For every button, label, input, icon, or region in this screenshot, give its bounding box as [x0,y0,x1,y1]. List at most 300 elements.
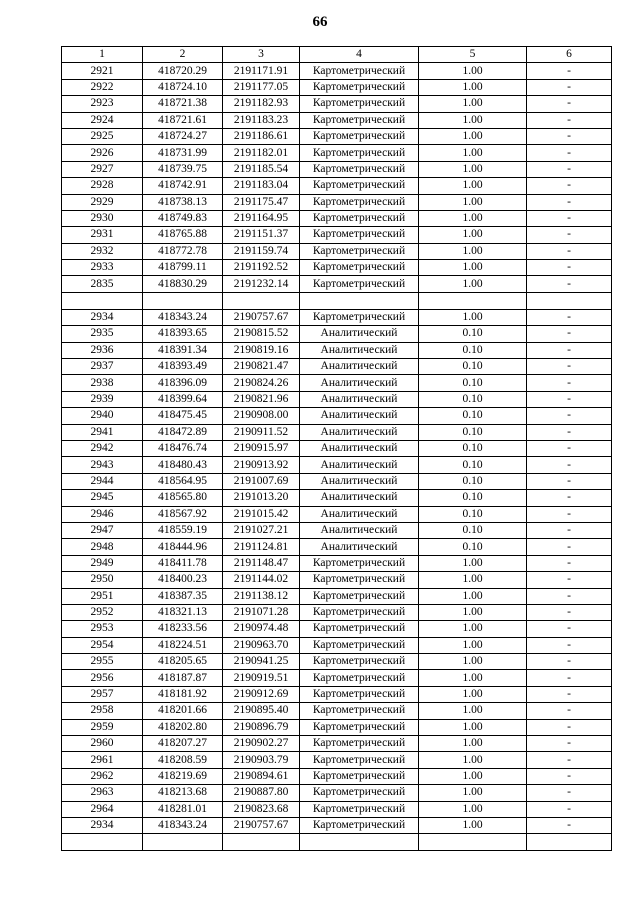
accuracy-cell: 1.00 [419,801,527,817]
column-header: 2 [143,47,223,63]
point-number-cell: 2955 [62,654,143,670]
x-coordinate-cell [143,292,223,309]
table-row [62,834,612,851]
note-cell: - [527,440,612,456]
x-coordinate-cell: 418281.01 [143,801,223,817]
x-coordinate-cell: 418472.89 [143,424,223,440]
table-row [62,719,612,735]
method-cell: Картометрический [300,96,419,112]
point-number-cell: 2926 [62,145,143,161]
accuracy-cell: 1.00 [419,572,527,588]
y-coordinate-cell: 2191159.74 [223,243,300,259]
accuracy-cell: 1.00 [419,161,527,177]
x-coordinate-cell: 418343.24 [143,817,223,833]
accuracy-cell: 1.00 [419,276,527,292]
method-cell: Аналитический [300,506,419,522]
note-cell: - [527,686,612,702]
table-row [62,637,612,653]
table-row [62,654,612,670]
note-cell: - [527,178,612,194]
accuracy-cell: 1.00 [419,621,527,637]
point-number-cell: 2945 [62,490,143,506]
point-number-cell: 2953 [62,621,143,637]
y-coordinate-cell: 2191148.47 [223,555,300,571]
note-cell: - [527,128,612,144]
y-coordinate-cell: 2190819.16 [223,342,300,358]
y-coordinate-cell: 2191015.42 [223,506,300,522]
x-coordinate-cell: 418799.11 [143,260,223,276]
method-cell: Картометрический [300,801,419,817]
y-coordinate-cell: 2191138.12 [223,588,300,604]
note-cell: - [527,801,612,817]
method-cell: Аналитический [300,375,419,391]
y-coordinate-cell: 2190895.40 [223,703,300,719]
point-number-cell: 2935 [62,326,143,342]
method-cell: Картометрический [300,621,419,637]
y-coordinate-cell: 2190821.96 [223,391,300,407]
table-row [62,178,612,194]
method-cell: Картометрический [300,752,419,768]
x-coordinate-cell: 418202.80 [143,719,223,735]
y-coordinate-cell: 2191175.47 [223,194,300,210]
y-coordinate-cell: 2191186.61 [223,128,300,144]
accuracy-cell: 1.00 [419,145,527,161]
method-cell: Картометрический [300,686,419,702]
point-number-cell: 2956 [62,670,143,686]
y-coordinate-cell: 2190908.00 [223,408,300,424]
y-coordinate-cell: 2190974.48 [223,621,300,637]
point-number-cell: 2950 [62,572,143,588]
point-number-cell: 2960 [62,736,143,752]
method-cell: Аналитический [300,391,419,407]
x-coordinate-cell: 418721.61 [143,112,223,128]
method-cell: Аналитический [300,342,419,358]
y-coordinate-cell: 2191124.81 [223,539,300,555]
table-row [62,817,612,833]
y-coordinate-cell [223,834,300,851]
y-coordinate-cell: 2191144.02 [223,572,300,588]
accuracy-cell: 0.10 [419,424,527,440]
accuracy-cell: 1.00 [419,243,527,259]
coordinates-table [61,46,612,851]
accuracy-cell: 0.10 [419,457,527,473]
x-coordinate-cell: 418765.88 [143,227,223,243]
point-number-cell: 2961 [62,752,143,768]
point-number-cell: 2949 [62,555,143,571]
point-number-cell: 2958 [62,703,143,719]
accuracy-cell: 1.00 [419,752,527,768]
x-coordinate-cell: 418480.43 [143,457,223,473]
note-cell: - [527,145,612,161]
point-number-cell: 2932 [62,243,143,259]
note-cell: - [527,473,612,489]
method-cell: Картометрический [300,210,419,226]
x-coordinate-cell: 418444.96 [143,539,223,555]
y-coordinate-cell: 2191182.01 [223,145,300,161]
note-cell: - [527,522,612,538]
method-cell: Картометрический [300,785,419,801]
y-coordinate-cell: 2190757.67 [223,309,300,325]
y-coordinate-cell: 2190912.69 [223,686,300,702]
y-coordinate-cell: 2191151.37 [223,227,300,243]
y-coordinate-cell: 2190894.61 [223,768,300,784]
table-row [62,440,612,456]
x-coordinate-cell: 418476.74 [143,440,223,456]
column-header: 4 [300,47,419,63]
x-coordinate-cell: 418724.27 [143,128,223,144]
point-number-cell: 2931 [62,227,143,243]
accuracy-cell [419,834,527,851]
y-coordinate-cell: 2191027.21 [223,522,300,538]
x-coordinate-cell: 418219.69 [143,768,223,784]
method-cell: Картометрический [300,227,419,243]
method-cell: Картометрический [300,79,419,95]
table-header-row [62,47,612,63]
method-cell: Аналитический [300,440,419,456]
note-cell: - [527,604,612,620]
accuracy-cell: 1.00 [419,112,527,128]
y-coordinate-cell: 2191182.93 [223,96,300,112]
method-cell: Аналитический [300,457,419,473]
accuracy-cell: 0.10 [419,473,527,489]
table-row [62,736,612,752]
y-coordinate-cell: 2191183.23 [223,112,300,128]
note-cell: - [527,408,612,424]
point-number-cell: 2933 [62,260,143,276]
x-coordinate-cell [143,834,223,851]
accuracy-cell: 0.10 [419,522,527,538]
note-cell: - [527,375,612,391]
point-number-cell: 2941 [62,424,143,440]
table-row [62,128,612,144]
note-cell: - [527,588,612,604]
method-cell [300,834,419,851]
note-cell: - [527,210,612,226]
table-row [62,260,612,276]
x-coordinate-cell: 418207.27 [143,736,223,752]
y-coordinate-cell: 2190823.68 [223,801,300,817]
x-coordinate-cell: 418201.66 [143,703,223,719]
method-cell: Картометрический [300,63,419,79]
note-cell: - [527,539,612,555]
x-coordinate-cell: 418208.59 [143,752,223,768]
note-cell: - [527,670,612,686]
table-row [62,63,612,79]
note-cell: - [527,112,612,128]
table-row [62,572,612,588]
y-coordinate-cell: 2191185.54 [223,161,300,177]
y-coordinate-cell: 2191164.95 [223,210,300,226]
table-row [62,604,612,620]
method-cell: Картометрический [300,768,419,784]
note-cell: - [527,785,612,801]
x-coordinate-cell: 418731.99 [143,145,223,161]
method-cell: Картометрический [300,637,419,653]
method-cell: Картометрический [300,309,419,325]
point-number-cell: 2924 [62,112,143,128]
y-coordinate-cell: 2190915.97 [223,440,300,456]
note-cell: - [527,506,612,522]
column-header: 3 [223,47,300,63]
y-coordinate-cell: 2191171.91 [223,63,300,79]
x-coordinate-cell: 418559.19 [143,522,223,538]
point-number-cell: 2937 [62,359,143,375]
table-row [62,555,612,571]
method-cell: Аналитический [300,326,419,342]
note-cell: - [527,654,612,670]
accuracy-cell: 1.00 [419,178,527,194]
y-coordinate-cell: 2190824.26 [223,375,300,391]
method-cell: Картометрический [300,145,419,161]
column-header: 5 [419,47,527,63]
table-row [62,243,612,259]
x-coordinate-cell: 418393.65 [143,326,223,342]
accuracy-cell: 0.10 [419,490,527,506]
point-number-cell: 2922 [62,79,143,95]
method-cell: Аналитический [300,473,419,489]
table-row [62,670,612,686]
y-coordinate-cell: 2190902.27 [223,736,300,752]
table-row [62,79,612,95]
y-coordinate-cell: 2190887.80 [223,785,300,801]
x-coordinate-cell: 418391.34 [143,342,223,358]
note-cell [527,834,612,851]
method-cell: Картометрический [300,572,419,588]
point-number-cell: 2964 [62,801,143,817]
point-number-cell: 2923 [62,96,143,112]
method-cell: Картометрический [300,128,419,144]
y-coordinate-cell: 2191071.28 [223,604,300,620]
note-cell: - [527,817,612,833]
method-cell: Картометрический [300,555,419,571]
table-row [62,309,612,325]
point-number-cell: 2928 [62,178,143,194]
method-cell: Аналитический [300,539,419,555]
x-coordinate-cell: 418739.75 [143,161,223,177]
table-row [62,375,612,391]
table-row [62,391,612,407]
note-cell: - [527,752,612,768]
point-number-cell: 2947 [62,522,143,538]
x-coordinate-cell: 418387.35 [143,588,223,604]
table-row [62,292,612,309]
note-cell: - [527,572,612,588]
column-header: 1 [62,47,143,63]
accuracy-cell: 0.10 [419,359,527,375]
method-cell: Картометрический [300,736,419,752]
accuracy-cell: 0.10 [419,326,527,342]
accuracy-cell: 1.00 [419,637,527,653]
accuracy-cell: 1.00 [419,555,527,571]
note-cell: - [527,276,612,292]
accuracy-cell: 1.00 [419,654,527,670]
y-coordinate-cell: 2190903.79 [223,752,300,768]
note-cell: - [527,260,612,276]
method-cell: Картометрический [300,260,419,276]
note-cell: - [527,637,612,653]
note-cell: - [527,309,612,325]
accuracy-cell: 0.10 [419,440,527,456]
note-cell: - [527,63,612,79]
method-cell: Аналитический [300,408,419,424]
table-row [62,539,612,555]
x-coordinate-cell: 418233.56 [143,621,223,637]
x-coordinate-cell: 418830.29 [143,276,223,292]
method-cell: Картометрический [300,243,419,259]
point-number-cell: 2938 [62,375,143,391]
x-coordinate-cell: 418187.87 [143,670,223,686]
x-coordinate-cell: 418567.92 [143,506,223,522]
accuracy-cell: 1.00 [419,96,527,112]
table-row [62,210,612,226]
point-number-cell: 2942 [62,440,143,456]
method-cell: Аналитический [300,359,419,375]
table-row [62,276,612,292]
point-number-cell: 2957 [62,686,143,702]
y-coordinate-cell: 2191177.05 [223,79,300,95]
accuracy-cell: 0.10 [419,539,527,555]
table-row [62,473,612,489]
x-coordinate-cell: 418205.65 [143,654,223,670]
accuracy-cell: 0.10 [419,391,527,407]
y-coordinate-cell: 2190911.52 [223,424,300,440]
point-number-cell: 2927 [62,161,143,177]
method-cell: Картометрический [300,670,419,686]
accuracy-cell: 1.00 [419,128,527,144]
table-row [62,621,612,637]
table-row [62,359,612,375]
note-cell: - [527,326,612,342]
note-cell: - [527,359,612,375]
point-number-cell: 2954 [62,637,143,653]
point-number-cell: 2930 [62,210,143,226]
accuracy-cell: 1.00 [419,703,527,719]
x-coordinate-cell: 418224.51 [143,637,223,653]
accuracy-cell: 1.00 [419,670,527,686]
accuracy-cell: 0.10 [419,408,527,424]
accuracy-cell: 1.00 [419,309,527,325]
x-coordinate-cell: 418411.78 [143,555,223,571]
x-coordinate-cell: 418475.45 [143,408,223,424]
y-coordinate-cell: 2191192.52 [223,260,300,276]
page-number: 66 [312,14,328,30]
point-number-cell: 2934 [62,817,143,833]
table-row [62,161,612,177]
x-coordinate-cell: 418181.92 [143,686,223,702]
point-number-cell: 2940 [62,408,143,424]
table-row [62,801,612,817]
note-cell: - [527,768,612,784]
note-cell: - [527,243,612,259]
x-coordinate-cell: 418321.13 [143,604,223,620]
y-coordinate-cell: 2190896.79 [223,719,300,735]
table-row [62,506,612,522]
table-row [62,686,612,702]
method-cell: Картометрический [300,604,419,620]
method-cell: Картометрический [300,719,419,735]
note-cell [527,292,612,309]
method-cell: Картометрический [300,588,419,604]
point-number-cell: 2934 [62,309,143,325]
y-coordinate-cell: 2191183.04 [223,178,300,194]
table-row [62,326,612,342]
method-cell: Картометрический [300,276,419,292]
table-row [62,424,612,440]
y-coordinate-cell: 2190963.70 [223,637,300,653]
x-coordinate-cell: 418399.64 [143,391,223,407]
x-coordinate-cell: 418724.10 [143,79,223,95]
x-coordinate-cell: 418749.83 [143,210,223,226]
table-row [62,408,612,424]
y-coordinate-cell: 2190919.51 [223,670,300,686]
point-number-cell: 2921 [62,63,143,79]
accuracy-cell: 1.00 [419,736,527,752]
accuracy-cell: 1.00 [419,686,527,702]
y-coordinate-cell: 2191013.20 [223,490,300,506]
point-number-cell: 2951 [62,588,143,604]
method-cell: Картометрический [300,112,419,128]
point-number-cell [62,834,143,851]
x-coordinate-cell: 418772.78 [143,243,223,259]
accuracy-cell: 1.00 [419,63,527,79]
point-number-cell: 2943 [62,457,143,473]
x-coordinate-cell: 418393.49 [143,359,223,375]
table-row [62,785,612,801]
note-cell: - [527,227,612,243]
accuracy-cell: 1.00 [419,719,527,735]
table-row [62,768,612,784]
method-cell: Аналитический [300,490,419,506]
x-coordinate-cell: 418396.09 [143,375,223,391]
accuracy-cell [419,292,527,309]
point-number-cell: 2929 [62,194,143,210]
method-cell [300,292,419,309]
y-coordinate-cell: 2190913.92 [223,457,300,473]
table-row [62,145,612,161]
x-coordinate-cell: 418742.91 [143,178,223,194]
method-cell: Картометрический [300,703,419,719]
method-cell: Картометрический [300,178,419,194]
method-cell: Картометрический [300,817,419,833]
table-row [62,112,612,128]
point-number-cell: 2939 [62,391,143,407]
x-coordinate-cell: 418720.29 [143,63,223,79]
point-number-cell: 2959 [62,719,143,735]
accuracy-cell: 1.00 [419,768,527,784]
point-number-cell: 2936 [62,342,143,358]
table-row [62,194,612,210]
point-number-cell: 2925 [62,128,143,144]
note-cell: - [527,555,612,571]
accuracy-cell: 1.00 [419,194,527,210]
accuracy-cell: 1.00 [419,79,527,95]
y-coordinate-cell: 2190941.25 [223,654,300,670]
accuracy-cell: 0.10 [419,375,527,391]
note-cell: - [527,736,612,752]
note-cell: - [527,161,612,177]
point-number-cell: 2944 [62,473,143,489]
method-cell: Картометрический [300,194,419,210]
point-number-cell: 2962 [62,768,143,784]
table-row [62,522,612,538]
accuracy-cell: 1.00 [419,604,527,620]
method-cell: Картометрический [300,161,419,177]
table-row [62,96,612,112]
note-cell: - [527,719,612,735]
point-number-cell: 2946 [62,506,143,522]
x-coordinate-cell: 418343.24 [143,309,223,325]
point-number-cell: 2835 [62,276,143,292]
